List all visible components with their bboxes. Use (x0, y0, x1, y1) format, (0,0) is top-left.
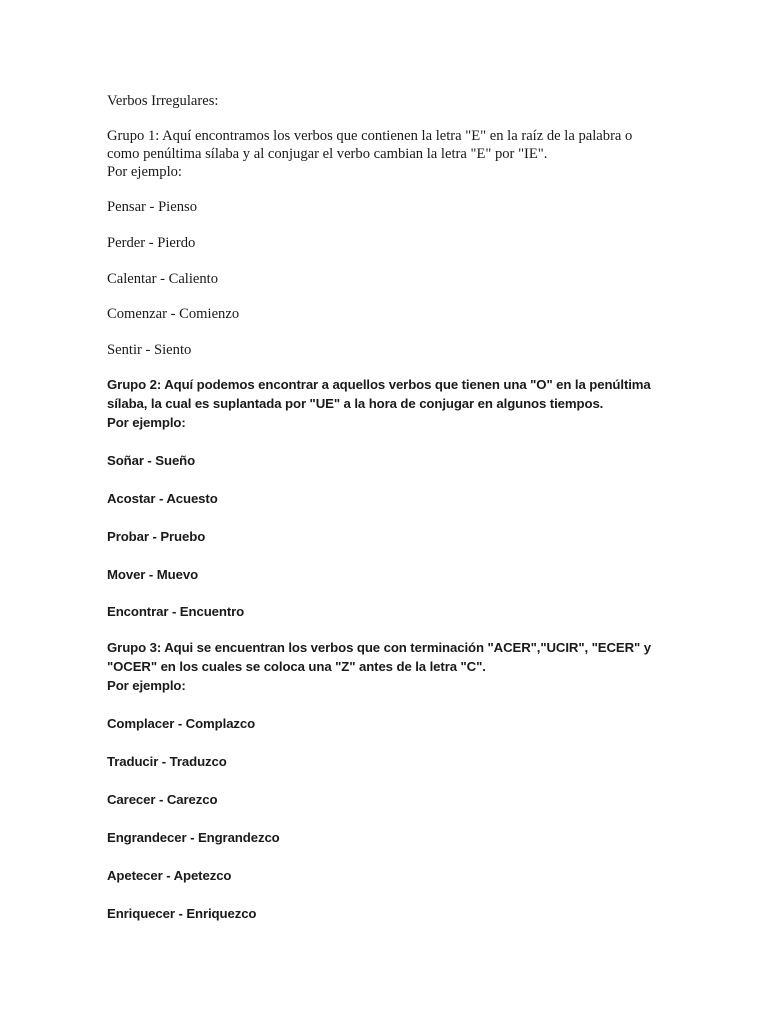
verb-pair: Complacer - Complazco (107, 716, 256, 732)
group-2-section (107, 375, 707, 621)
group-1-verb-list (107, 198, 707, 359)
group-1-section (107, 127, 707, 359)
group-2-intro: Grupo 2: Aquí podemos encontrar a aquellos verbos que tienen una "O" en la penúltima sílaba, la cual es suplantada por "UE" a la hora de conjugar en algunos tiempos. (107, 377, 651, 412)
group-3-example-label: Por ejemplo: (107, 678, 186, 694)
group-1-intro: Grupo 1: Aquí encontramos los verbos que contienen la letra "E" en la raíz de la palabra o como penúltima sílaba y al conjugar el verbo cambian la letra "E" por "IE". (107, 128, 633, 162)
group-1-example-label: Por ejemplo: (107, 164, 182, 180)
verb-pair: Mover - Muevo (107, 566, 199, 582)
verb-pair: Comenzar - Comienzo (107, 306, 240, 323)
verb-pair: Encontrar - Encuentro (107, 604, 245, 620)
verb-pair: Calentar - Caliento (107, 270, 219, 287)
verb-pair: Carecer - Carezco (107, 792, 218, 808)
group-3-intro: Grupo 3: Aqui se encuentran los verbos que con terminación "ACER","UCIR", "ECER" y "OCER" en los cuales se coloca una "Z" antes de la letra "C". (107, 640, 651, 675)
verb-pair: Soñar - Sueño (107, 453, 196, 469)
group-2-verb-list (107, 451, 707, 621)
verb-pair: Perder - Pierdo (107, 234, 196, 251)
verb-pair: Enriquecer - Enriquezco (107, 906, 257, 922)
group-3-verb-list (107, 714, 707, 923)
verb-pair: Probar - Pruebo (107, 528, 206, 544)
verb-pair: Sentir - Siento (107, 342, 192, 359)
verb-pair: Engrandecer - Engrandezco (107, 830, 280, 846)
group-2-example-label: Por ejemplo: (107, 415, 186, 431)
verb-pair: Apetecer - Apetezco (107, 868, 232, 884)
group-3-section (107, 638, 707, 923)
verb-pair: Pensar - Pienso (107, 199, 197, 215)
document-page (107, 92, 707, 942)
document-title: Verbos Irregulares: (107, 93, 219, 109)
verb-pair: Acostar - Acuesto (107, 490, 218, 506)
verb-pair: Traducir - Traduzco (107, 754, 227, 770)
